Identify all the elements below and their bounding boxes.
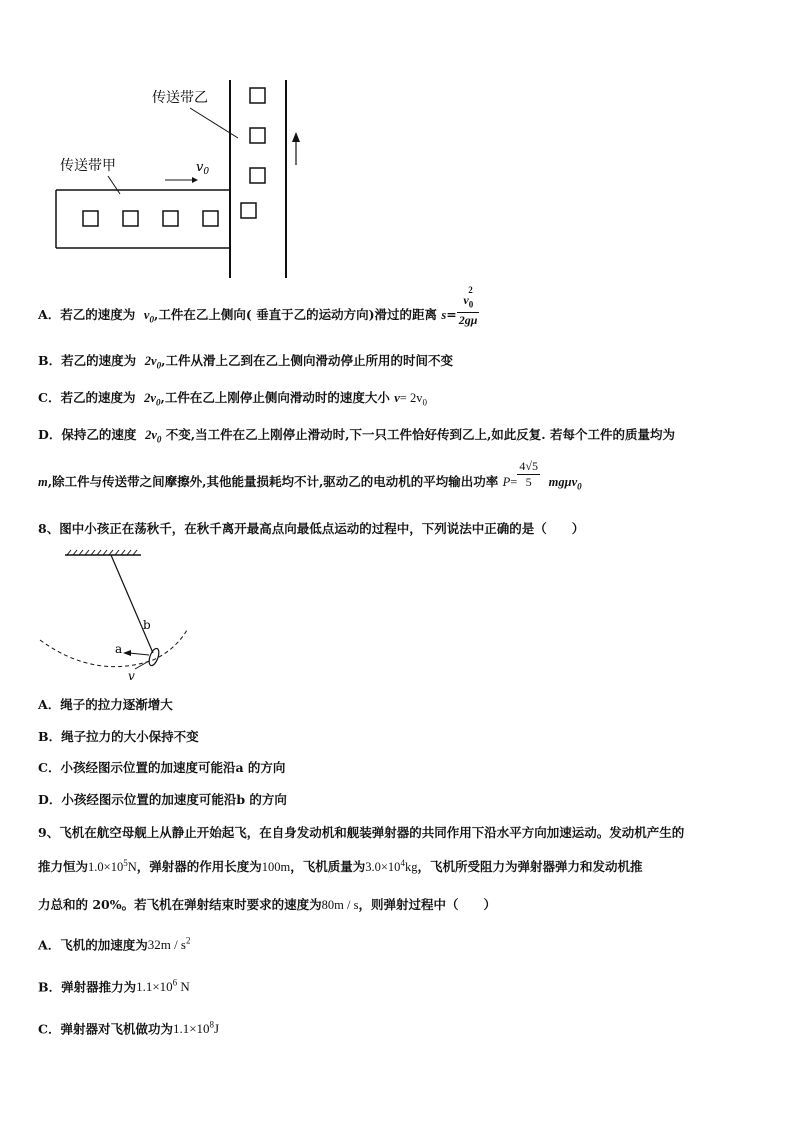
belt-a-label: 传送带甲: [60, 158, 116, 174]
v0-arrowhead: [192, 177, 198, 183]
label-v: v: [128, 669, 135, 683]
workpiece: [241, 203, 256, 218]
swing-arc: [40, 630, 187, 667]
label-b: b: [143, 618, 151, 632]
conveyor-belt-figure: [40, 70, 310, 285]
option-7c: C．若乙的速度为 $2v_0$,工件在乙上刚停止侧向滑动时的速度大小 $v= 2v_0$: [38, 390, 427, 408]
workpiece: [250, 88, 265, 103]
option-8d: D．小孩经图示位置的加速度可能沿b 的方向: [38, 792, 287, 807]
fraction: $\frac{4√5}{5}$: [519, 459, 538, 489]
question-9-line2: 推力恒为$1.0\times 10^5N$，弹射器的作用长度为100m，飞机质量为$3.0\times 10^4kg$，飞机所受阻力为弹射器弹力和发动机推: [38, 857, 643, 874]
question-9-line3: 力总和的 20%。若飞机在弹射结束时要求的速度为80m / s，则弹射过程中（ ）: [38, 897, 496, 912]
swing-figure: [35, 545, 195, 685]
option-7d-line1: D．保持乙的速度 $2v_0$ 不变,当工件在乙上刚停止滑动时,下一只工件恰好传到乙上,如此反复. 若每个工件的质量均为: [38, 427, 675, 445]
workpiece: [123, 211, 138, 226]
label-a: a: [115, 642, 123, 656]
option-8b: B．绳子拉力的大小保持不变: [38, 729, 199, 744]
workpiece: [250, 128, 265, 143]
workpiece: [83, 211, 98, 226]
belt-b-arrowhead: [292, 132, 300, 142]
option-9b: B．弹射器推力为$1.1\times 10^6$ N: [38, 978, 190, 995]
option-text: A．若乙的速度为: [38, 307, 136, 323]
option-8c: C．小孩经图示位置的加速度可能沿a 的方向: [38, 760, 286, 775]
option-8a: A．绳子的拉力逐渐增大: [38, 697, 173, 712]
arrow-v: [135, 661, 149, 669]
workpiece: [203, 211, 218, 226]
v0-label: $v_0$: [196, 160, 210, 177]
option-7d-line2: m,除工件与传送带之间摩擦外,其他能量损耗均不计,驱动乙的电动机的平均输出功率 P= $\frac{4√5}{5}$ mgμv$_0$: [38, 459, 582, 492]
question-9-line1: 9、飞机在航空母舰上从静止开始起飞，在自身发动机和舰装弹射器的共同作用下沿水平方向加速运动。发动机产生的: [38, 825, 685, 840]
option-7a: A．若乙的速度为 $v_0$,工件在乙上侧向( 垂直于乙的运动方向)滑过的距离 s= $\frac{v_0^2}{2g\mu}$: [38, 285, 478, 328]
fraction: $\frac{v_0^2}{2g\mu}$: [458, 285, 478, 328]
question-8-stem: 8、图中小孩正在荡秋千，在秋千离开最高点向最低点运动的过程中，下列说法中正确的是（ ）: [38, 521, 585, 536]
leader-line-belt-a: [108, 176, 120, 194]
workpiece: [163, 211, 178, 226]
arrow-a: [129, 653, 149, 655]
option-9a: A．飞机的加速度为$32m / s^2$: [38, 936, 191, 953]
arrow-a-head: [123, 650, 131, 656]
option-9c: C．弹射器对飞机做功为$1.1\times 10^8J$: [38, 1020, 220, 1037]
swing-rope: [111, 555, 153, 653]
option-7b: B．若乙的速度为 $2v_0$,工件从滑上乙到在乙上侧向滑动停止所用的时间不变: [38, 353, 453, 371]
var: v: [143, 308, 150, 323]
belt-b-label: 传送带乙: [152, 90, 208, 106]
workpiece: [250, 168, 265, 183]
child-figure: [147, 647, 161, 667]
